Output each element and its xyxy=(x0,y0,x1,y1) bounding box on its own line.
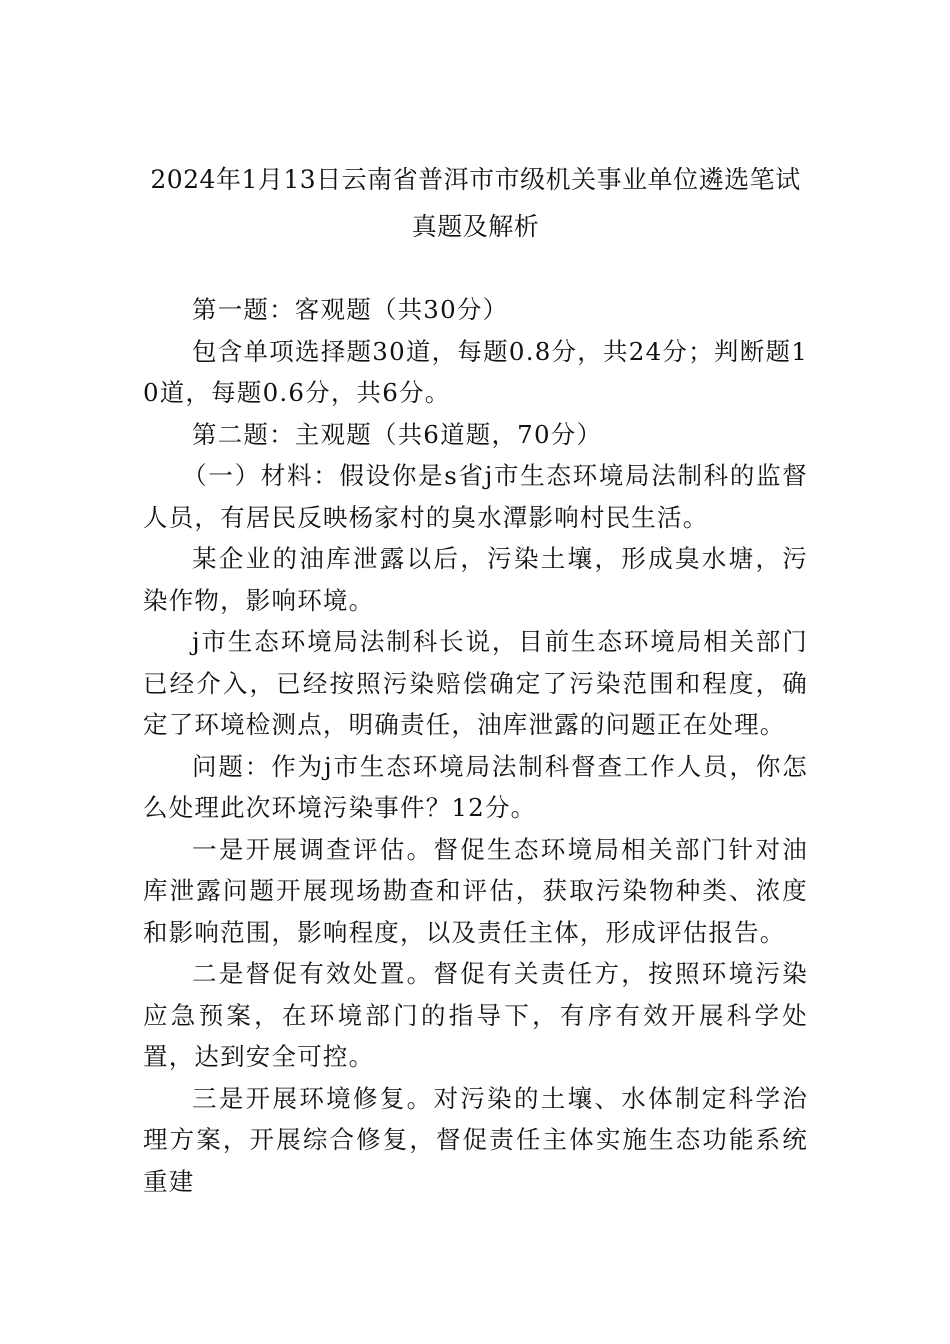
answer-paragraph: 一是开展调查评估。督促生态环境局相关部门针对油库泄露问题开展现场勘查和评估，获取污染物种类、浓度和影响范围，影响程度，以及责任主体，形成评估报告。 xyxy=(143,834,808,947)
section-heading-objective: 第一题：客观题（共30分） xyxy=(192,295,509,324)
document-body xyxy=(143,289,808,1202)
title-line-1: 2024年1月13日云南省普洱市市级机关事业单位遴选笔试 xyxy=(150,165,801,194)
question-paragraph: 问题：作为j市生态环境局法制科督查工作人员，你怎么处理此次环境污染事件？12分。 xyxy=(143,751,808,822)
answer-paragraph: 二是督促有效处置。督促有关责任方，按照环境污染应急预案，在环境部门的指导下，有序有效开展科学处置，达到安全可控。 xyxy=(143,959,808,1071)
answer-paragraph: 三是开展环境修复。对污染的土壤、水体制定科学治理方案，开展综合修复，督促责任主体实施生态功能系统重建 xyxy=(143,1083,808,1196)
title-line-2: 真题及解析 xyxy=(411,212,540,241)
document-title xyxy=(143,156,808,250)
section-heading-subjective: 第二题：主观题（共6道题，70分） xyxy=(192,419,603,449)
paragraph: 包含单项选择题30道，每题0.8分，共24分；判断题10道，每题0.6分，共6分。 xyxy=(143,336,808,407)
paragraph: j市生态环境局法制科长说，目前生态环境局相关部门已经介入，已经按照污染赔偿确定了污染范围和程度，确定了环境检测点，明确责任，油库泄露的问题正在处理。 xyxy=(143,627,808,739)
paragraph: 某企业的油库泄露以后，污染土壤，形成臭水塘，污染作物，影响环境。 xyxy=(143,544,808,615)
material-paragraph: （一）材料：假设你是s省j市生态环境局法制科的监督人员，有居民反映杨家村的臭水潭影响村民生活。 xyxy=(143,461,808,532)
